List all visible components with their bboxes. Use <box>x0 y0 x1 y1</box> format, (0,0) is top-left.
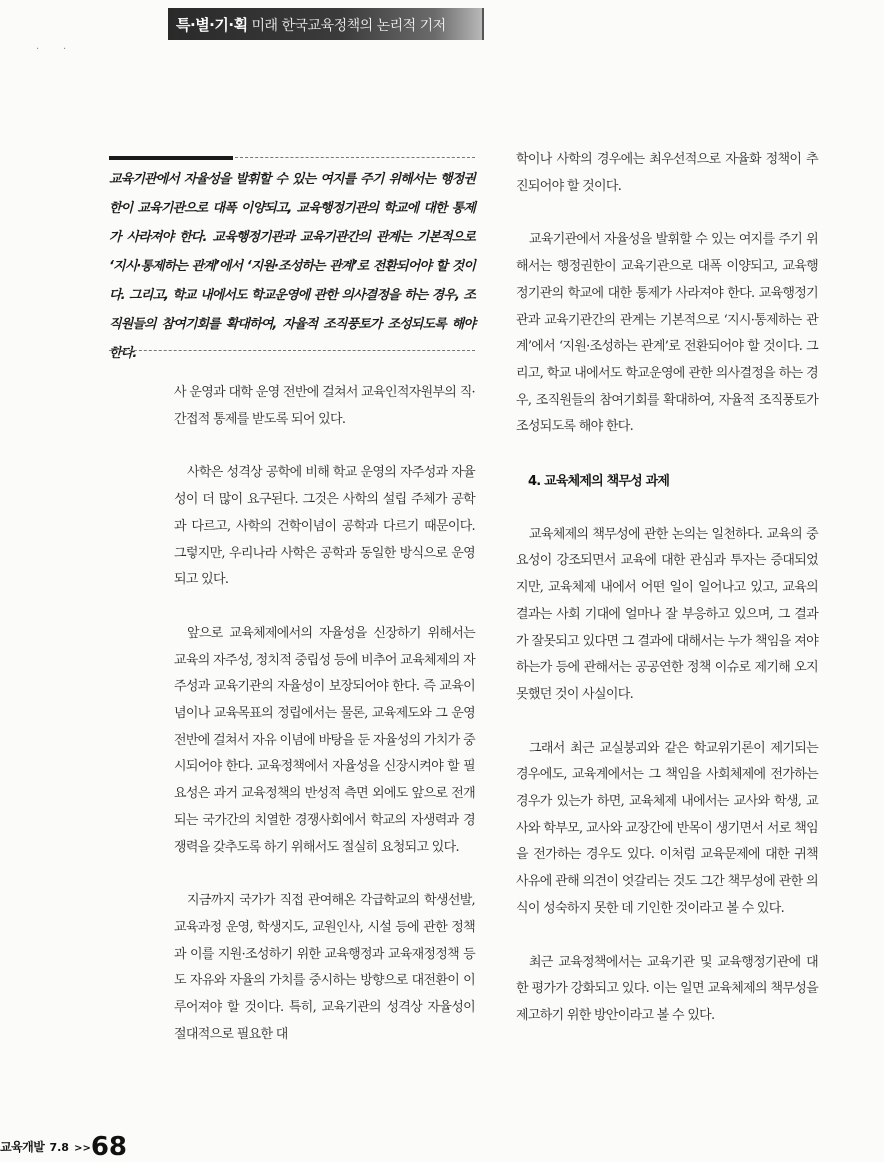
section-heading: 4. 교육체제의 책무성 과제 <box>528 474 670 490</box>
paragraph: 지금까지 국가가 직접 관여해온 각급학교의 학생선발, 교육과정 운영, 학생지도, 교원인사, 시설 등에 관한 정책과 이를 지원·조성하기 위한 교육행정과 교육재정정책 등도 자유와 자율의 가치를 중시하는 방향으로 대전환이 이루어져야 할 것이다. 특히, 교육기관의 성격상 자율성이 절대적으로 필요한 대 <box>174 893 475 1042</box>
paragraph: 교육체제의 책무성에 관한 논의는 일천하다. 교육의 중요성이 강조되면서 교육에 대한 관심과 투자는 증대되었지만, 교육체제 내에서 어떤 일이 일어나고 있고, 교육의 결과는 사회 기대에 얼마나 잘 부응하고 있으며, 그 결과가 잘못되고 있다면 그 결과에 대해서는 누가 책임을 져야하는가 등에 관해서는 공공연한 정책 이슈로 제기해 오지 못했던 것이 사실이다. <box>516 526 818 702</box>
callout-accent-bar <box>109 156 233 160</box>
callout-top-divider <box>235 157 475 158</box>
page-footer <box>0 1128 128 1162</box>
paragraph: 최근 교육정책에서는 교육기관 및 교육행정기관에 대한 평가가 강화되고 있다. 이는 일면 교육체제의 책무성을 제고하기 위한 방안이라고 볼 수 있다. <box>516 954 818 1023</box>
decoration-dot: · <box>36 44 40 55</box>
header-title: 미래 한국교육정책의 논리적 기저 <box>251 18 446 34</box>
pull-quote: 교육기관에서 자율성을 발휘할 수 있는 여지를 주기 위해서는 행정권한이 교육기관으로 대폭 이양되고, 교육행정기관의 학교에 대한 통제가 사라져야 한다. 교육행정기관과 교육기관간의 관계는 기본적으로 ‘지시·통제하는 관계’에서 ‘지원·조성하는 관계’로 전환되어야 할 것이다. 그리고, 학교 내에서도 학교운영에 관한 의사결정을 하는 경우, 조직원들의 참여기회를 확대하여, 자율적 조직풍토가 조성되도록 해야 한다. <box>109 172 475 361</box>
paragraph: 그래서 최근 교실붕괴와 같은 학교위기론이 제기되는 경우에도, 교육계에서는 그 책임을 사회체제에 전가하는 경우가 있는가 하면, 교육체제 내에서는 교사와 학생, 교사와 학부모, 교사와 교장간에 반목이 생기면서 서로 책임을 전가하는 경우도 있다. 이처럼 교육문제에 대한 귀책 사유에 관해 의견이 엇갈리는 것도 그간 책무성에 관한 의식이 성숙하지 못한 데 기인한 것이라고 볼 수 있다. <box>516 740 818 916</box>
right-column <box>516 147 818 1030</box>
header-series-label: 특·별·기·획 <box>176 16 248 34</box>
magazine-name: 교육개발 <box>0 1140 45 1154</box>
issue-number: 7.8 <box>49 1141 69 1154</box>
header-title-bar <box>176 14 446 35</box>
paragraph: 앞으로 교육체제에서의 자율성을 신장하기 위해서는 교육의 자주성, 정치적 중립성 등에 비추어 교육체제의 자주성과 교육기관의 자율성이 보장되어야 한다. 즉 교육이념이나 교육목표의 정립에서는 물론, 교육제도와 그 운영 전반에 걸쳐서 자유 이념에 바탕을 둔 자율성의 가치가 중시되어야 한다. 교육정책에서 자율성을 신장시켜야 할 필요성은 과거 교육정책의 반성적 측면 외에도 앞으로 전개되는 국가간의 치열한 경쟁사회에서 학교의 자생력과 경쟁력을 갖추도록 하기 위해서도 절실히 요청되고 있다. <box>174 625 475 855</box>
callout-bottom-divider <box>109 350 475 351</box>
paragraph: 학이나 사학의 경우에는 최우선적으로 자율화 정책이 추진되어야 할 것이다. <box>516 152 818 194</box>
footer-arrow: >> <box>74 1143 91 1154</box>
page-number: 68 <box>90 1132 128 1162</box>
paragraph: 교육기관에서 자율성을 발휘할 수 있는 여지를 주기 위해서는 행정권한이 교육기관으로 대폭 이양되고, 교육행정기관의 학교에 대한 통제가 사라져야 한다. 교육행정기관과 교육기관간의 관계는 기본적으로 ‘지시·통제하는 관계’에서 ‘지원·조성하는 관계’로 전환되어야 할 것이다. 그리고, 학교 내에서도 학교운영에 관한 의사결정을 하는 경우, 조직원들의 참여기회를 확대하여, 자율적 조직풍토가 조성되도록 해야 한다. <box>516 232 818 435</box>
left-column <box>174 380 475 1048</box>
paragraph: 사학은 성격상 공학에 비해 학교 운영의 자주성과 자율성이 더 많이 요구된다. 그것은 사학의 설립 주체가 공학과 다르고, 사학의 건학이념이 공학과 다르기 때문이다. 그렇지만, 우리나라 사학은 공학과 동일한 방식으로 운영되고 있다. <box>174 465 475 588</box>
decoration-dot: · <box>63 44 67 55</box>
paragraph: 사 운영과 대학 운영 전반에 걸쳐서 교육인적자원부의 직·간접적 통제를 받도록 되어 있다. <box>174 385 475 427</box>
